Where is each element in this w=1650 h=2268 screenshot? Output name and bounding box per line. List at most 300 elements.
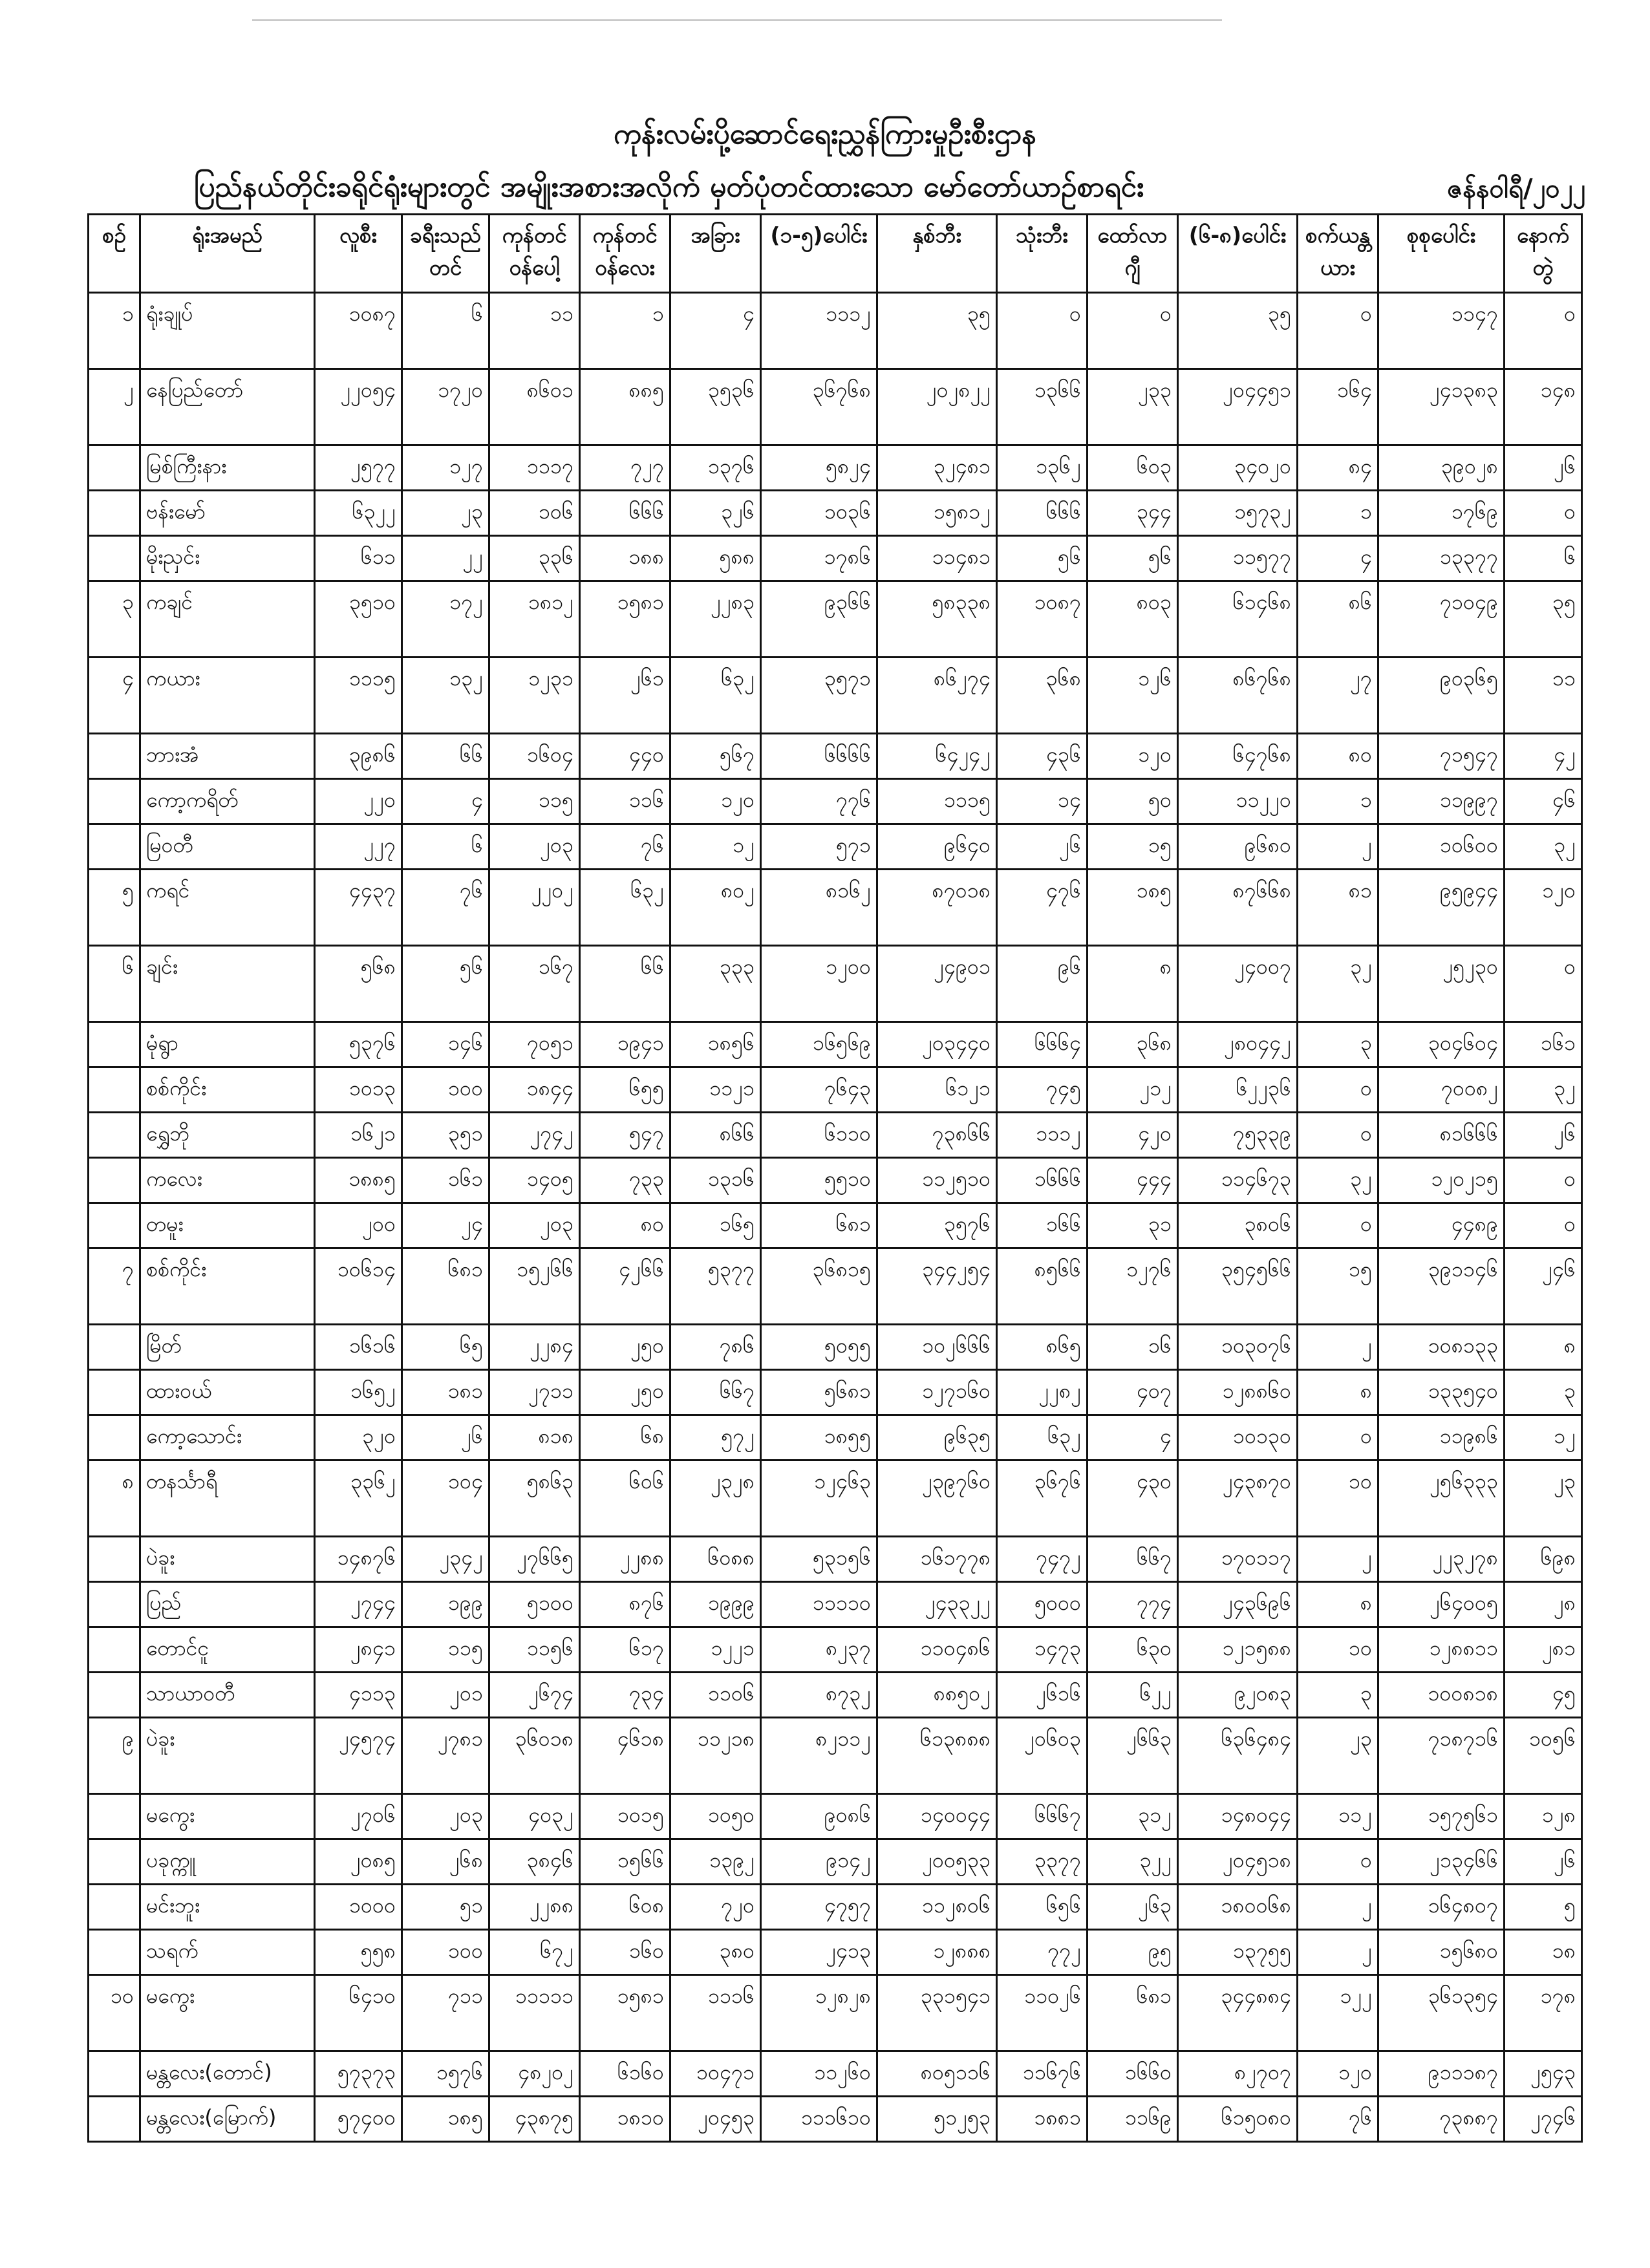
office-name: မြဝတီ [140,824,315,870]
table-row [89,1203,1582,1248]
table-cell: ၂၆၃ [1088,1885,1178,1930]
office-name: ထားဝယ် [140,1370,315,1415]
table-cell: ၂၁၃၄၆၆ [1378,1839,1505,1885]
table-cell: ၁၅၆၆ [580,1839,670,1885]
table-cell: ၅၆ [997,536,1088,581]
table-cell: ၇၁၀၄၉ [1378,581,1505,658]
office-name: စစ်ကိုင်း [140,1067,315,1113]
table-cell: ၅၇၁ [761,824,877,870]
table-cell: ၁၂၇ [402,445,489,491]
table-cell: ၁၂၇၆ [1088,1248,1178,1325]
table-cell: ၂၄၆ [1505,1248,1582,1325]
table-cell: ၁၄၈ [1505,369,1582,445]
col-header: ရုံးအမည် [140,215,315,293]
office-name: ရွှေဘို [140,1113,315,1158]
row-serial [89,1158,140,1203]
row-serial [89,1370,140,1415]
table-cell: ၁၀ [1298,1460,1378,1537]
table-cell: ၆၂၂ [1088,1673,1178,1718]
table-cell: ၂၀၃၄၄၀ [877,1022,997,1067]
table-cell: ၁၁၁၆၁၀ [761,2097,877,2142]
table-cell: ၂၀၄၅၁၈ [1178,1839,1298,1885]
table-cell: ၀ [1505,491,1582,536]
table-row [89,581,1582,658]
table-cell: ၁၁၁၁၁ [489,1975,580,2051]
table-cell: ၁၁၂၈၀၆ [877,1885,997,1930]
table-cell: ၂ [1298,824,1378,870]
office-name: ကော့ကရိတ် [140,779,315,824]
table-cell: ၂၀၄၄၅၁ [1178,369,1298,445]
table-cell: ၆၃၂ [997,1415,1088,1460]
table-cell: ၂၀၁ [402,1673,489,1718]
table-cell: ၃ [1298,1673,1378,1718]
table-cell: ၁၂၀၂၁၅ [1378,1158,1505,1203]
table-cell: ၄၀၇ [1088,1370,1178,1415]
table-cell: ၆၅၅ [580,1067,670,1113]
table-cell: ၃၅ [1505,581,1582,658]
row-serial [89,734,140,779]
table-cell: ၁၃၆၆ [997,369,1088,445]
table-cell: ၂၀၃ [402,1794,489,1839]
table-cell: ၃၃၆၂ [315,1460,402,1537]
table-cell: ၁၁၅ [402,1627,489,1673]
table-cell: ၀ [1088,293,1178,369]
table-cell: ၁၇၆၉ [1378,491,1505,536]
table-cell: ၉၀၈၆ [761,1794,877,1839]
table-cell: ၀ [1505,1203,1582,1248]
row-serial: ၉ [89,1718,140,1794]
row-serial [89,779,140,824]
table-cell: ၃၆၁၃၅၄ [1378,1975,1505,2051]
table-cell: ၂၇ [1298,658,1378,734]
table-row [89,870,1582,946]
table-cell: ၂၅၂၃၀ [1378,946,1505,1022]
office-name: မင်းဘူး [140,1885,315,1930]
table-row [89,1248,1582,1325]
table-cell: ၃၄၄၂၅၄ [877,1248,997,1325]
table-cell: ၁၁၂၂၀ [1178,779,1298,824]
table-cell: ၁၁၂၆၀ [761,2051,877,2097]
table-cell: ၃၂၄၈၁ [877,445,997,491]
table-cell: ၈၆၀၁ [489,369,580,445]
table-cell: ၂၅၆၃၃၃ [1378,1460,1505,1537]
table-cell: ၂၁၂ [1088,1067,1178,1113]
table-cell: ၁၇၂၀ [402,369,489,445]
row-serial [89,1627,140,1673]
table-cell: ၁၃၂ [402,658,489,734]
table-cell: ၂၄၁၃ [761,1930,877,1975]
table-cell: ၇၁၈၇၁၆ [1378,1718,1505,1794]
table-cell: ၀ [1505,1158,1582,1203]
table-cell: ၃၂၂ [1088,1839,1178,1885]
table-row [89,1460,1582,1537]
table-cell: ၁၆၀ [580,1930,670,1975]
table-cell: ၁၂၆ [1088,658,1178,734]
table-cell: ၆၄၇၆၈ [1178,734,1298,779]
col-header: (၆-၈)ပေါင်း [1178,215,1298,293]
row-serial [89,536,140,581]
table-cell: ၂၆၈ [402,1839,489,1885]
office-name: တောင်ငူ [140,1627,315,1673]
table-cell: ၂၄၃၆၉၆ [1178,1582,1298,1627]
col-header: သုံးဘီး [997,215,1088,293]
table-cell: ၁၂၇၁၆၀ [877,1370,997,1415]
col-header: ခရီးသည်တင် [402,215,489,293]
table-cell: ၁၉၄၁ [580,1022,670,1067]
table-cell: ၁၀၈၇ [315,293,402,369]
table-cell: ၂ [1298,1930,1378,1975]
table-cell: ၅၅၈ [315,1930,402,1975]
table-cell: ၀ [997,293,1088,369]
table-cell: ၁၁၅၇၇ [1178,536,1298,581]
reference-number: ဇန်နဝါရီ/၂၀၂၂ [1447,174,1585,204]
table-cell: ၇၇၂ [997,1930,1088,1975]
table-row [89,1839,1582,1885]
office-name: ပဲခူး [140,1537,315,1582]
table-cell: ၂၅၄၃ [1505,2051,1582,2097]
table-cell: ၆၈၁ [761,1203,877,1248]
office-name: ကော့သောင်း [140,1415,315,1460]
table-cell: ၁၃၃၅၄၀ [1378,1370,1505,1415]
table-cell: ၂၀၂၈၂၂ [877,369,997,445]
office-name: မန္တလေး(တောင်) [140,2051,315,2097]
table-cell: ၆၃၂ [580,870,670,946]
table-cell: ၁၁၄၇ [1378,293,1505,369]
table-cell: ၁၃၉၂ [670,1839,761,1885]
row-serial [89,1794,140,1839]
table-cell: ၆၈၁ [1088,1975,1178,2051]
table-row [89,293,1582,369]
table-cell: ၂၂ [402,536,489,581]
table-cell: ၆၀၈ [580,1885,670,1930]
table-cell: ၂၀၈၅ [315,1839,402,1885]
table-cell: ၁၃၇၆ [670,445,761,491]
table-cell: ၆၃၀ [1088,1627,1178,1673]
table-cell: ၇၆၄၃ [761,1067,877,1113]
table-cell: ၂၇၀၆ [315,1794,402,1839]
table-cell: ၁၁၂၅၁၀ [877,1158,997,1203]
table-cell: ၁၈၄၄ [489,1067,580,1113]
table-cell: ၀ [1505,293,1582,369]
table-row [89,1537,1582,1582]
table-cell: ၁၈၈ [580,536,670,581]
table-cell: ၇၆ [580,824,670,870]
table-cell: ၆၁၅၀၈၀ [1178,2097,1298,2142]
table-cell: ၁၀၄ [402,1460,489,1537]
table-cell: ၄၄၀ [580,734,670,779]
table-row [89,1794,1582,1839]
row-serial [89,1113,140,1158]
table-cell: ၂၆၄၀၀၅ [1378,1582,1505,1627]
table-cell: ၃၅၇၆ [877,1203,997,1248]
table-cell: ၃၄၄၈၈၄ [1178,1975,1298,2051]
table-cell: ၃၅၁ [402,1113,489,1158]
table-cell: ၄၃၀ [1088,1460,1178,1537]
table-cell: ၁၀ [1298,1627,1378,1673]
table-cell: ၃၆၈ [997,658,1088,734]
row-serial [89,491,140,536]
table-cell: ၅၆၇ [670,734,761,779]
table-row [89,946,1582,1022]
table-row [89,2097,1582,2142]
table-row [89,1975,1582,2051]
table-cell: ၆၈၁ [402,1248,489,1325]
table-cell: ၁၁၁၇ [489,445,580,491]
table-cell: ၇၁၅၄၇ [1378,734,1505,779]
table-cell: ၁၈ [1505,1930,1582,1975]
table-row [89,1325,1582,1370]
table-cell: ၂၆၁ [580,658,670,734]
table-cell: ၁၆၅၆၉ [761,1022,877,1067]
table-cell: ၂၇၄၂ [489,1113,580,1158]
office-name: သရက် [140,1930,315,1975]
office-name: ဗန်းမော် [140,491,315,536]
table-cell: ၀ [1298,1839,1378,1885]
table-cell: ၁၀၀ [402,1067,489,1113]
table-cell: ၆၆၆၆ [761,734,877,779]
table-cell: ၂၅၀ [580,1325,670,1370]
table-cell: ၁၅၇၃၂ [1178,491,1298,536]
table-cell: ၇၃၈၈၇ [1378,2097,1505,2142]
table-cell: ၁၈၅ [1088,870,1178,946]
table-cell: ၈၇၆ [580,1582,670,1627]
table-row [89,1718,1582,1794]
table-cell: ၂၀၀ [315,1203,402,1248]
table-cell: ၉၆၃၅ [877,1415,997,1460]
table-cell: ၁၅၈၁ [580,581,670,658]
table-cell: ၈ [1298,1370,1378,1415]
table-cell: ၁၈၁၂ [489,581,580,658]
table-cell: ၂၂၃၂၇၈ [1378,1537,1505,1582]
table-cell: ၁၈၅ [402,2097,489,2142]
table-cell: ၃၆၇၆၈ [761,369,877,445]
table-row [89,1415,1582,1460]
table-cell: ၂၈ [1505,1582,1582,1627]
col-header: စဉ် [89,215,140,293]
table-cell: ၈၈၅ [580,369,670,445]
table-cell: ၁၈၅၆ [670,1022,761,1067]
table-cell: ၁၁၆၉ [1088,2097,1178,2142]
table-cell: ၆၂၂၃၆ [1178,1067,1298,1113]
table-cell: ၅၇၄၀၀ [315,2097,402,2142]
table-cell: ၃၂ [1298,946,1378,1022]
table-cell: ၈၈၅၀၂ [877,1673,997,1718]
table-cell: ၁၂၈၈၈ [877,1930,997,1975]
table-cell: ၅၃၇၇ [670,1248,761,1325]
table-cell: ၆၈ [580,1415,670,1460]
office-name: မိုးညှင်း [140,536,315,581]
table-cell: ၆၆၇ [670,1370,761,1415]
table-cell: ၂၀၃ [489,1203,580,1248]
table-row [89,1582,1582,1627]
table-cell: ၁၀၈၇ [997,581,1088,658]
table-cell: ၆၆၇ [1088,1537,1178,1582]
table-cell: ၁၂၈၈၆၀ [1178,1370,1298,1415]
table-cell: ၁၂ [670,824,761,870]
table-cell: ၆၅ [402,1325,489,1370]
row-serial [89,1022,140,1067]
col-header: ကုန်တင်ဝန်ပေါ့ [489,215,580,293]
table-cell: ၂၃ [1505,1460,1582,1537]
table-cell: ၂၃၃ [1088,369,1178,445]
table-cell: ၁၁၉၈၆ [1378,1415,1505,1460]
table-cell: ၆၁၂၁ [877,1067,997,1113]
table-cell: ၇၃၃ [580,1158,670,1203]
table-cell: ၄၆ [1505,779,1582,824]
table-cell: ၅၀၅၅ [761,1325,877,1370]
table-cell: ၁ [1298,779,1378,824]
table-cell: ၂၇၆၆၅ [489,1537,580,1582]
table-cell: ၁၁၆ [580,779,670,824]
table-cell: ၃ [1505,1370,1582,1415]
office-name: ကချင် [140,581,315,658]
table-cell: ၂၆၆၃ [1088,1718,1178,1794]
table-row [89,1370,1582,1415]
table-cell: ၁၁ [489,293,580,369]
table-cell: ၄၆၁၈ [580,1718,670,1794]
table-cell: ၂၄၅၇၄ [315,1718,402,1794]
table-cell: ၂၂၀၅၄ [315,369,402,445]
table-cell: ၁၁၁၅ [877,779,997,824]
table-cell: ၉၃၆၆ [761,581,877,658]
table-cell: ၁၇၈၆ [761,536,877,581]
table-cell: ၄၅ [1505,1673,1582,1718]
row-serial [89,1673,140,1718]
table-cell: ၆၃၂ [670,658,761,734]
table-cell: ၁၄၇၃ [997,1627,1088,1673]
table-cell: ၀ [1298,1113,1378,1158]
table-cell: ၆၆၆ [997,491,1088,536]
table-row [89,1158,1582,1203]
col-header: ကုန်တင်ဝန်လေး [580,215,670,293]
table-cell: ၁၂၀ [1505,870,1582,946]
table-cell: ၁၆၆၀ [1088,2051,1178,2097]
table-cell: ၁၁၆၇၆ [997,2051,1088,2097]
table-cell: ၁၀၀ [402,1930,489,1975]
table-cell: ၃၃၁၅၄၁ [877,1975,997,2051]
table-cell: ၂၀၄၅၃ [670,2097,761,2142]
table-cell: ၁၄၀၅ [489,1158,580,1203]
table-cell: ၁၆၅၂ [315,1370,402,1415]
table-cell: ၂၃၂၈ [670,1460,761,1537]
table-cell: ၇၃၈၆၆ [877,1113,997,1158]
row-serial [89,2097,140,2142]
table-cell: ၀ [1298,1203,1378,1248]
table-cell: ၈၀၅၁၁၆ [877,2051,997,2097]
row-serial [89,1885,140,1930]
office-name: နေပြည်တော် [140,369,315,445]
table-cell: ၄ [402,779,489,824]
table-cell: ၈၆၇၆၈ [1178,658,1298,734]
table-cell: ၇၇၆ [761,779,877,824]
table-cell: ၂၈၄၁ [315,1627,402,1673]
table-cell: ၈၁၆၆၆ [1378,1113,1505,1158]
office-name: ကရင် [140,870,315,946]
table-cell: ၁၂ [1505,1415,1582,1460]
table-cell: ၂၆ [997,824,1088,870]
table-cell: ၁၀၅၀ [670,1794,761,1839]
table-cell: ၃၈၄၆ [489,1839,580,1885]
table-row [89,734,1582,779]
office-name: မကွေး [140,1975,315,2051]
table-cell: ၁၃၆၂ [997,445,1088,491]
row-serial: ၁၀ [89,1975,140,2051]
table-cell: ၁၁၂၁ [670,1067,761,1113]
table-cell: ၆၆၆၇ [997,1794,1088,1839]
office-name: မုံရွာ [140,1022,315,1067]
table-cell: ၁၄၀၀၄၄ [877,1794,997,1839]
table-cell: ၀ [1298,1067,1378,1113]
table-cell: ၁၁၁၂ [997,1113,1088,1158]
table-cell: ၈၀ [1298,734,1378,779]
vehicle-registration-table [87,213,1583,2143]
table-cell: ၁၈၁၀ [580,2097,670,2142]
table-cell: ၇၆ [1298,2097,1378,2142]
office-name: ရုံးချုပ် [140,293,315,369]
table-cell: ၃၈၀၆ [1178,1203,1298,1248]
table-cell: ၉၁၁၁၈၇ [1378,2051,1505,2097]
office-name: ကလေး [140,1158,315,1203]
table-cell: ၁၁၁၁၀ [761,1582,877,1627]
row-serial: ၄ [89,658,140,734]
table-cell: ၈ [1088,946,1178,1022]
table-cell: ၃၁၂ [1088,1794,1178,1839]
table-cell: ၂၆၇၄ [489,1673,580,1718]
table-cell: ၂၅၇၇ [315,445,402,491]
office-name: ပြည် [140,1582,315,1627]
table-cell: ၂၃ [402,491,489,536]
table-cell: ၁၄၈၀၄၄ [1178,1794,1298,1839]
col-header: စုစုပေါင်း [1378,215,1505,293]
office-name: ပခုက္ကူ [140,1839,315,1885]
table-cell: ၅၈၃၃၈ [877,581,997,658]
table-cell: ၁၇၀၁၁၇ [1178,1537,1298,1582]
office-name: ပဲခူး [140,1718,315,1794]
table-cell: ၁၈၁ [402,1370,489,1415]
table-cell: ၂၈၁ [1505,1627,1582,1673]
office-name: ချင်း [140,946,315,1022]
table-cell: ၁၂၈၂၈ [761,1975,877,2051]
table-cell: ၁၁၂ [1298,1794,1378,1839]
table-cell: ၆၆ [402,734,489,779]
table-cell: ၁၉၉ [402,1582,489,1627]
table-cell: ၃၆၈၁၅ [761,1248,877,1325]
table-cell: ၁၆ [1088,1325,1178,1370]
table-cell: ၂ [1298,1537,1378,1582]
table-cell: ၄၄၃၇ [315,870,402,946]
table-cell: ၁၃၇၅၅ [1178,1930,1298,1975]
table-cell: ၁၃၁၆ [670,1158,761,1203]
table-cell: ၆ [402,293,489,369]
table-cell: ၉၆၄၀ [877,824,997,870]
table-cell: ၂၂၈၄ [489,1325,580,1370]
table-row [89,369,1582,445]
table-body [89,293,1582,2142]
office-name: ဘားအံ [140,734,315,779]
table-cell: ၆၁၃၈၈၈ [877,1718,997,1794]
table-cell: ၁၈၈၁ [997,2097,1088,2142]
table-cell: ၂၆၁၆ [997,1673,1088,1718]
table-cell: ၄၄၈၉ [1378,1203,1505,1248]
table-cell: ၅၆ [402,946,489,1022]
table-cell: ၈၀ [580,1203,670,1248]
table-cell: ၁၁၀၄၈၆ [877,1627,997,1673]
row-serial: ၂ [89,369,140,445]
table-cell: ၃၈၀ [670,1930,761,1975]
office-name: တနင်္သာရီ [140,1460,315,1537]
table-cell: ၂၈၀၄၄၂ [1178,1022,1298,1067]
table-cell: ၁၆၆၆ [997,1158,1088,1203]
